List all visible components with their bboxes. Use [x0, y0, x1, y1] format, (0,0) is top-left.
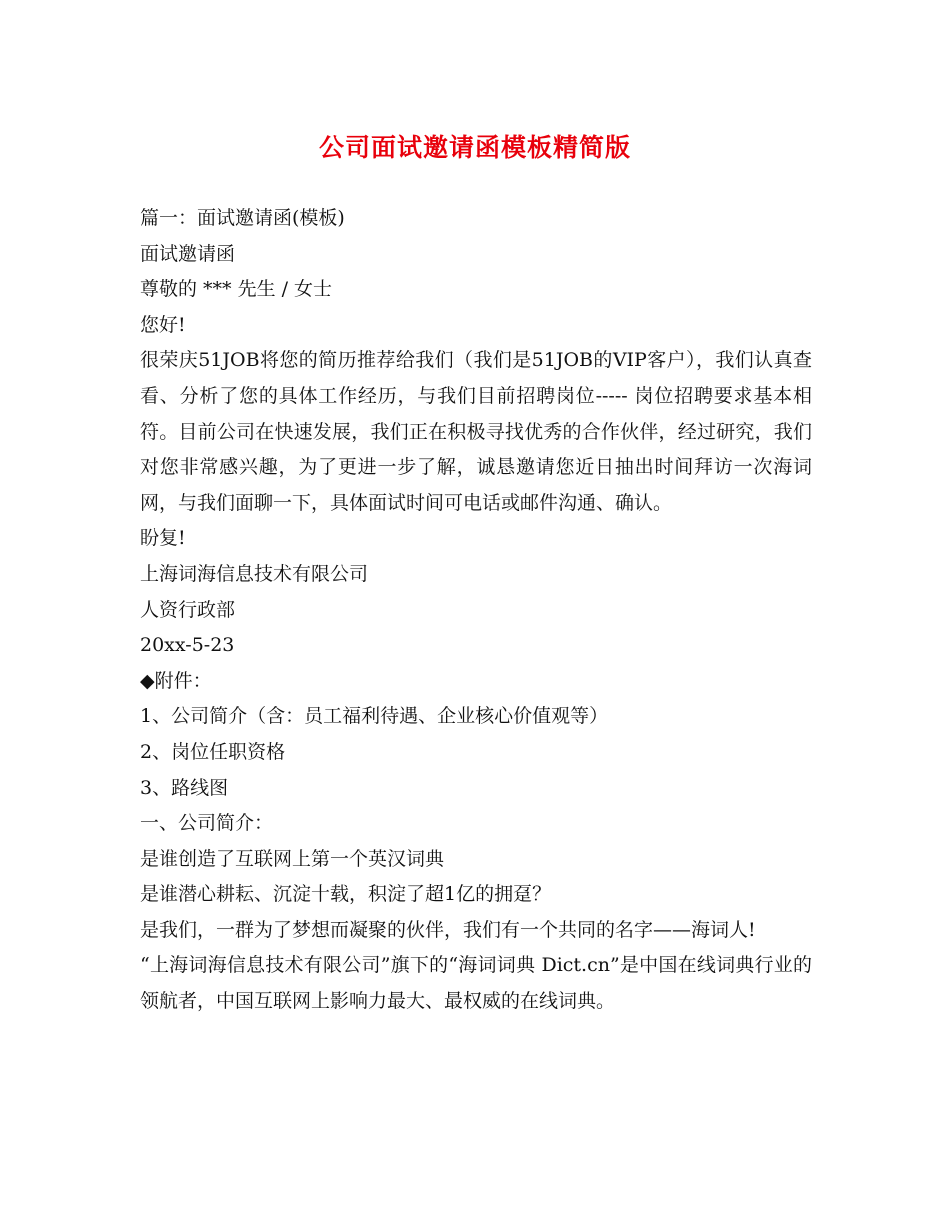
salutation: 尊敬的 *** 先生 / 女士: [140, 278, 333, 301]
closing-line: 盼复!: [140, 527, 186, 550]
intro-paragraph: “上海词海信息技术有限公司”旗下的“海词词典 Dict.cn”是中国在线词典行业的领航者，中国互联网上影响力最大、最权威的在线词典。: [140, 954, 812, 1013]
intro-line: 是谁潜心耕耘、沉淀十载，积淀了超1亿的拥趸？: [140, 883, 552, 906]
intro-paragraph: 是我们，一群为了梦想而凝聚的伙伴，我们有一个共同的名字——海词人!: [140, 918, 756, 941]
attachments-heading: ◆附件：: [140, 669, 212, 692]
company-intro-heading: 一、公司简介：: [140, 812, 274, 835]
letter-heading: 面试邀请函: [140, 242, 236, 265]
section-heading: 篇一：面试邀请函(模板): [140, 207, 345, 229]
attachment-item: 2、岗位任职资格: [140, 740, 286, 763]
invitation-paragraph: 很荣庆51JOB将您的简历推荐给我们（我们是51JOB的VIP客户），我们认真查看、分析了您的具体工作经历，与我们目前招聘岗位----- 岗位招聘要求基本相符。目前公司在快速发展，我们正在积极寻找优秀的合作伙伴，经过研究，我们对您非常感兴趣，为了更进一步了解，诚恳邀请您近日抽出时间拜访一次海词网，与我们面聊一下，具体面试时间可电话或邮件沟通、确认。: [140, 349, 812, 514]
document-title: 公司面试邀请函模板精简版: [318, 133, 631, 162]
document-body: [140, 201, 812, 1020]
department-name: 人资行政部: [140, 598, 236, 621]
attachment-item: 1、公司简介（含：员工福利待遇、企业核心价值观等）: [140, 705, 609, 728]
intro-line: 是谁创造了互联网上第一个英汉词典: [140, 847, 445, 870]
greeting: 您好!: [140, 313, 186, 336]
company-name: 上海词海信息技术有限公司: [140, 562, 369, 585]
letter-date: 20xx-5-23: [140, 634, 235, 657]
attachment-item: 3、路线图: [140, 776, 229, 799]
